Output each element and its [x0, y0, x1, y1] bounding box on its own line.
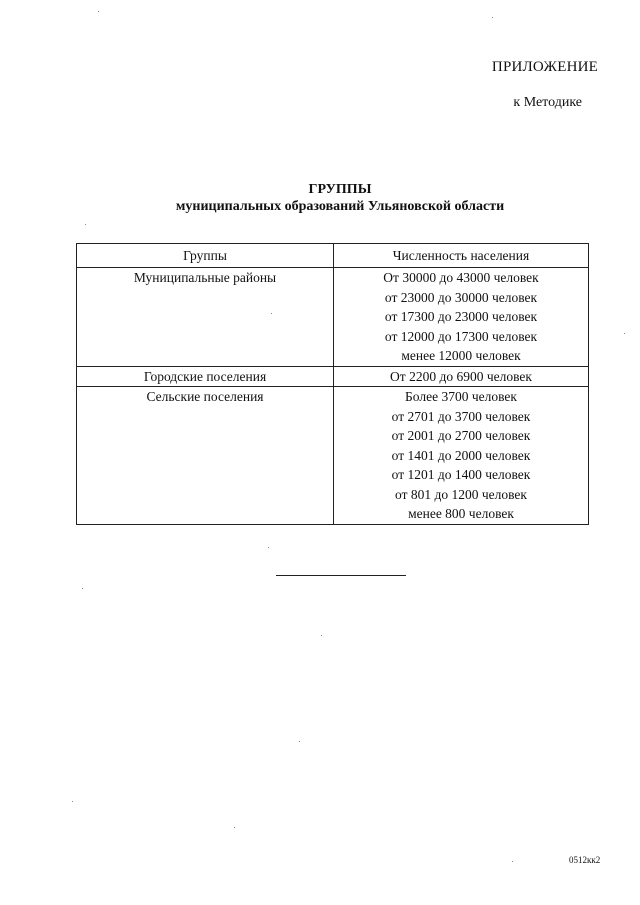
table-header-row	[77, 244, 589, 268]
group-name: Сельские поселения	[146, 389, 264, 404]
groups-table	[76, 243, 589, 525]
population-range: от 801 до 1200 человек	[395, 486, 527, 502]
group-name: Городские поселения	[143, 368, 267, 384]
population-range: от 1401 до 2000 человек	[391, 447, 531, 463]
population-range: менее 800 человек	[408, 506, 514, 521]
table-row	[77, 268, 589, 367]
population-range: Более 3700 человек	[405, 389, 517, 404]
scan-speck	[82, 588, 83, 589]
document-title	[0, 181, 640, 215]
document-code: 0512кк2	[569, 855, 601, 865]
scan-speck	[624, 333, 625, 334]
title-line-main: ГРУППЫ	[308, 182, 372, 197]
population-range: от 17300 до 23000 человек	[384, 309, 538, 324]
appendix-label: ПРИЛОЖЕНИЕ	[491, 59, 598, 75]
scan-speck	[234, 827, 235, 828]
scan-speck	[492, 17, 493, 18]
population-range: От 30000 до 43000 человек	[383, 270, 539, 285]
appendix-reference: к Методике	[513, 95, 582, 110]
population-range: От 2200 до 6900 человек	[390, 368, 532, 384]
population-range: от 2701 до 3700 человек	[391, 408, 531, 424]
title-line-sub: муниципальных образований Ульяновской области	[175, 199, 505, 214]
table-row	[77, 387, 589, 525]
scan-speck	[98, 11, 99, 12]
scan-speck	[72, 801, 73, 802]
scan-speck	[321, 635, 322, 636]
scan-speck	[268, 547, 269, 548]
group-cell	[77, 366, 334, 387]
population-cell	[334, 366, 589, 387]
population-range: от 2001 до 2700 человек	[391, 428, 531, 443]
population-range: менее 12000 человек	[401, 348, 521, 363]
group-cell	[77, 268, 334, 367]
population-range: от 1201 до 1400 человек	[391, 467, 531, 482]
population-range: от 23000 до 30000 человек	[384, 289, 538, 305]
scan-speck	[512, 861, 513, 862]
end-rule	[276, 575, 406, 576]
group-name: Муниципальные районы	[133, 270, 277, 285]
population-cell	[334, 268, 589, 367]
population-cell	[334, 387, 589, 525]
scan-speck	[271, 313, 272, 314]
scan-speck	[299, 741, 300, 742]
population-range: от 12000 до 17300 человек	[384, 328, 538, 344]
scan-speck	[85, 224, 86, 225]
table-row	[77, 366, 589, 387]
group-cell	[77, 387, 334, 525]
column-header-groups: Группы	[77, 244, 334, 268]
column-header-population: Численность населения	[334, 244, 589, 268]
